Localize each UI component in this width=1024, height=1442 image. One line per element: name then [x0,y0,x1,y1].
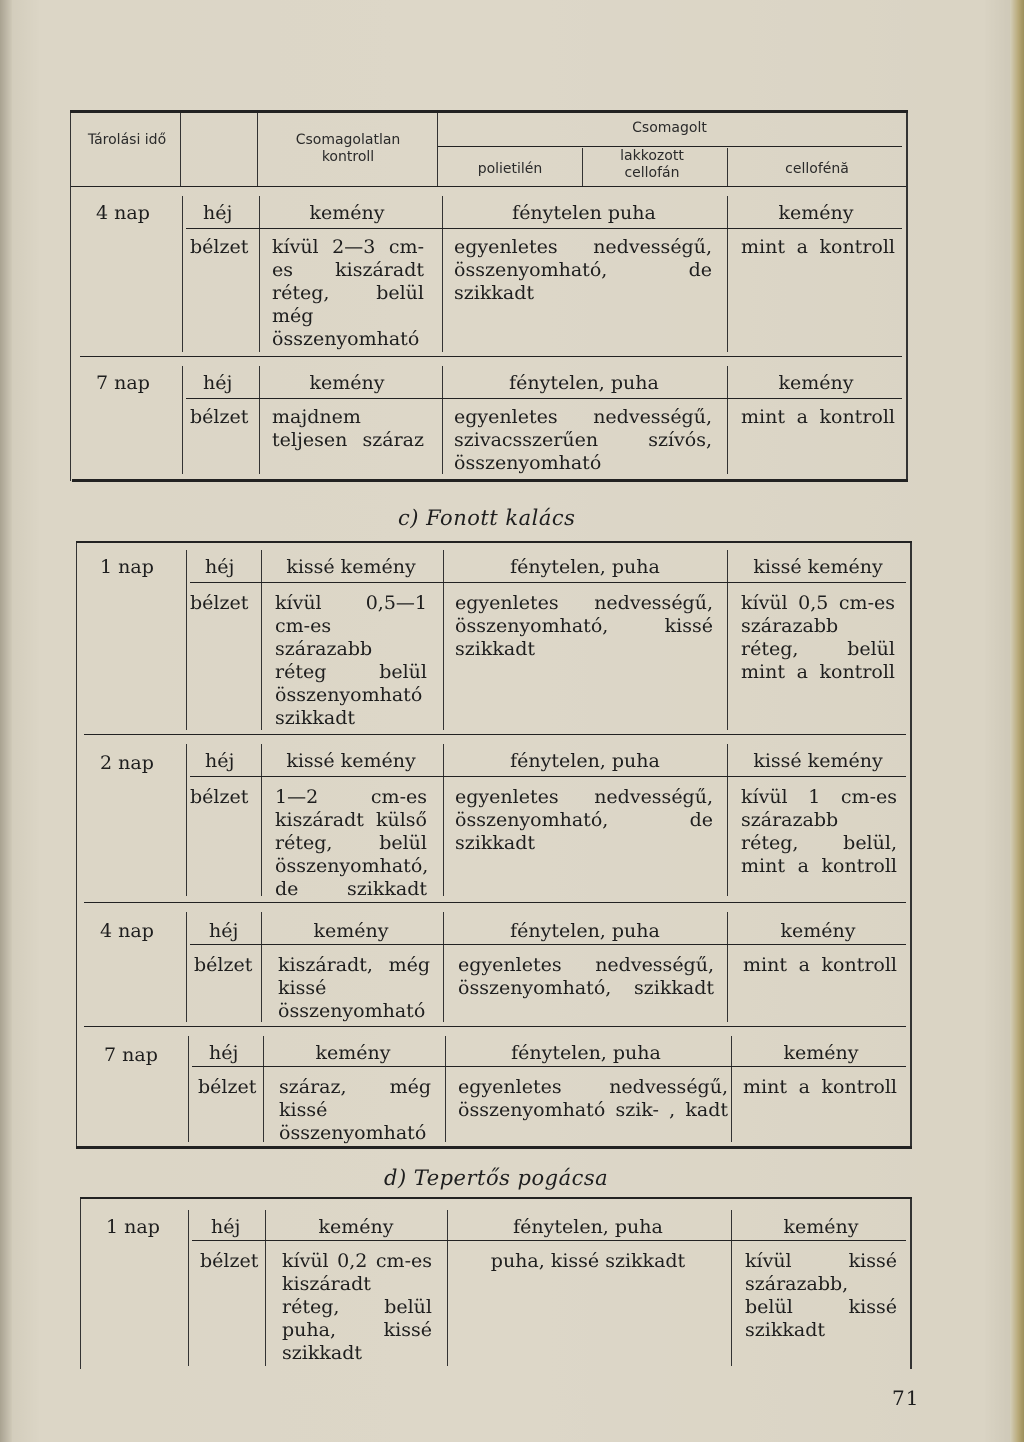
col-divider [727,196,728,352]
crust-rule [190,776,906,777]
poly-crust: fénytelen, puha [509,372,659,394]
crumb-label: bélzet [198,1076,257,1098]
block-bottom-rule [72,479,908,482]
crust-rule [186,398,902,399]
crust-rule [186,228,902,229]
control-crust: kemény [309,372,385,394]
day-label: 7 nap [104,1044,158,1066]
col-divider [442,366,443,474]
col-divider [265,1210,266,1366]
crust-label: héj [209,920,239,942]
crumb-label: bélzet [194,954,253,976]
poly-crumb: puha, kissé szikkadt [490,1250,686,1272]
day-label: 4 nap [96,202,150,224]
cello-crust: kemény [778,372,854,394]
poly-crust: fénytelen, puha [510,556,660,578]
col-divider [727,744,728,896]
col-divider [443,744,444,896]
control-crust: kissé kemény [286,750,416,772]
crust-label: héj [211,1216,241,1238]
control-crust: kemény [315,1042,391,1064]
col-divider [182,196,183,352]
cello-crumb: kívül 0,5 cm-es szárazabb réteg, belül mint a kontroll [741,592,895,683]
crumb-label: bélzet [200,1250,259,1272]
cello-crumb: kívül kissé szárazabb, belül kissé szikkadt [745,1250,897,1341]
crumb-label: bélzet [190,406,249,428]
cello-crust: kemény [778,202,854,224]
page-spine-shadow [0,0,12,1442]
crust-label: héj [203,202,233,224]
header-divider [180,113,181,186]
cello-crumb: mint a kontroll [743,954,897,976]
col-divider [443,550,444,730]
day-label: 4 nap [100,920,154,942]
row-divider [84,902,906,903]
poly-crumb: egyenletes nedvességű, összenyomható szik- , kadt [458,1076,728,1121]
header-cellophane: cellofénă [785,161,849,177]
cello-crumb: mint a kontroll [743,1076,897,1098]
control-crust: kissé kemény [286,556,416,578]
top-rule [76,541,912,543]
crust-label: héj [209,1042,239,1064]
cello-crust: kemény [780,920,856,942]
section-title-c: c) Fonott kalács [398,506,576,530]
poly-crumb: egyenletes nedvességű, összenyomható, de szikkadt [454,236,712,304]
cello-crust: kemény [783,1042,859,1064]
control-crumb: kívül 2—3 cm-es kiszáradt réteg, belül még összenyomható [272,236,424,350]
control-crumb: 1—2 cm-es kiszáradt külső réteg, belül összenyomható, de szikkadt [275,786,429,900]
poly-crust: fénytelen, puha [510,750,660,772]
col-divider [188,1036,189,1142]
col-divider [447,1210,448,1366]
col-divider [727,912,728,1022]
col-divider [182,366,183,474]
header-packaged: Csomagolt [632,120,707,136]
poly-crumb: egyenletes nedvességű, összenyomható, szikkadt [458,954,714,999]
control-crumb: kiszáradt, még kissé összenyomható [278,954,430,1022]
cello-crust: kissé kemény [753,750,883,772]
page-number: 71 [892,1386,920,1410]
col-divider [259,366,260,474]
cello-crumb: mint a kontroll [741,406,895,428]
col-divider [186,744,187,896]
row-divider [84,1026,906,1027]
table-left-border [80,1199,81,1369]
header-polyethylene: polietilén [477,161,543,177]
col-divider [186,912,187,1022]
col-divider [186,550,187,730]
crust-label: héj [203,372,233,394]
day-label: 7 nap [96,372,150,394]
col-divider [442,196,443,352]
col-divider [188,1210,189,1366]
cello-crumb: mint a kontroll [741,236,895,258]
col-divider [727,550,728,730]
col-divider [259,196,260,352]
col-divider [731,1210,732,1366]
control-crumb: kívül 0,2 cm-es kiszáradt réteg, belül puha, kissé szikkadt [282,1250,432,1364]
poly-crust: fénytelen puha [512,202,656,224]
poly-crumb: egyenletes nedvességű, összenyomható, de szikkadt [455,786,713,854]
col-divider [727,366,728,474]
top-rule [70,110,908,113]
poly-crust: fénytelen, puha [510,920,660,942]
col-divider [263,1036,264,1142]
block-bottom-rule [76,1146,912,1149]
header-storage-time: Tárolási idő [87,132,167,148]
crust-rule [190,944,906,945]
top-rule [80,1197,912,1199]
crust-label: héj [205,556,235,578]
row-divider [80,356,902,357]
poly-crust: fénytelen, puha [511,1042,661,1064]
table-left-border [76,543,77,1149]
control-crust: kemény [318,1216,394,1238]
control-crumb: száraz, még kissé összenyomható [279,1076,431,1144]
day-label: 1 nap [100,556,154,578]
row-divider [84,734,906,735]
crust-rule [192,1240,906,1241]
day-label: 2 nap [100,752,154,774]
page-edge-shadow [1010,0,1024,1442]
header-unpackaged-control: Csomagolatlan kontroll [295,132,401,165]
control-crumb: majdnem teljesen száraz [272,406,424,451]
control-crust: kemény [313,920,389,942]
header-lacquered-cellophane: lakkozott cellofán [620,148,684,181]
section-title-d: d) Tepertős pogácsa [384,1166,609,1190]
crust-label: héj [205,750,235,772]
col-divider [261,912,262,1022]
col-divider [443,912,444,1022]
col-divider [261,550,262,730]
day-label: 1 nap [106,1216,160,1238]
header-divider [257,113,258,186]
control-crust: kemény [309,202,385,224]
col-divider [261,744,262,896]
header-divider [582,148,583,186]
header-bottom-rule [70,186,908,187]
table-right-border [910,1199,912,1369]
cello-crust: kemény [783,1216,859,1238]
cello-crust: kissé kemény [753,556,883,578]
crust-rule [190,582,906,583]
col-divider [731,1036,732,1142]
poly-crumb: egyenletes nedvességű, összenyomható, kissé szikkadt [455,592,713,660]
table-right-border [910,543,912,1149]
crust-rule [192,1066,906,1067]
poly-crumb: egyenletes nedvességű, szivacsszerűen szívós, összenyomható [454,406,712,474]
table-left-border [70,113,71,481]
packaged-rule [437,146,902,147]
crumb-label: bélzet [190,236,249,258]
crumb-label: bélzet [190,592,249,614]
control-crumb: kívül 0,5—1 cm-es szárazabb réteg belül összenyomható szikkadt [275,592,427,729]
cello-crumb: kívül 1 cm-es szárazabb réteg, belül, mint a kontroll [741,786,897,877]
col-divider [445,1036,446,1142]
poly-crust: fénytelen, puha [513,1216,663,1238]
crumb-label: bélzet [190,786,249,808]
